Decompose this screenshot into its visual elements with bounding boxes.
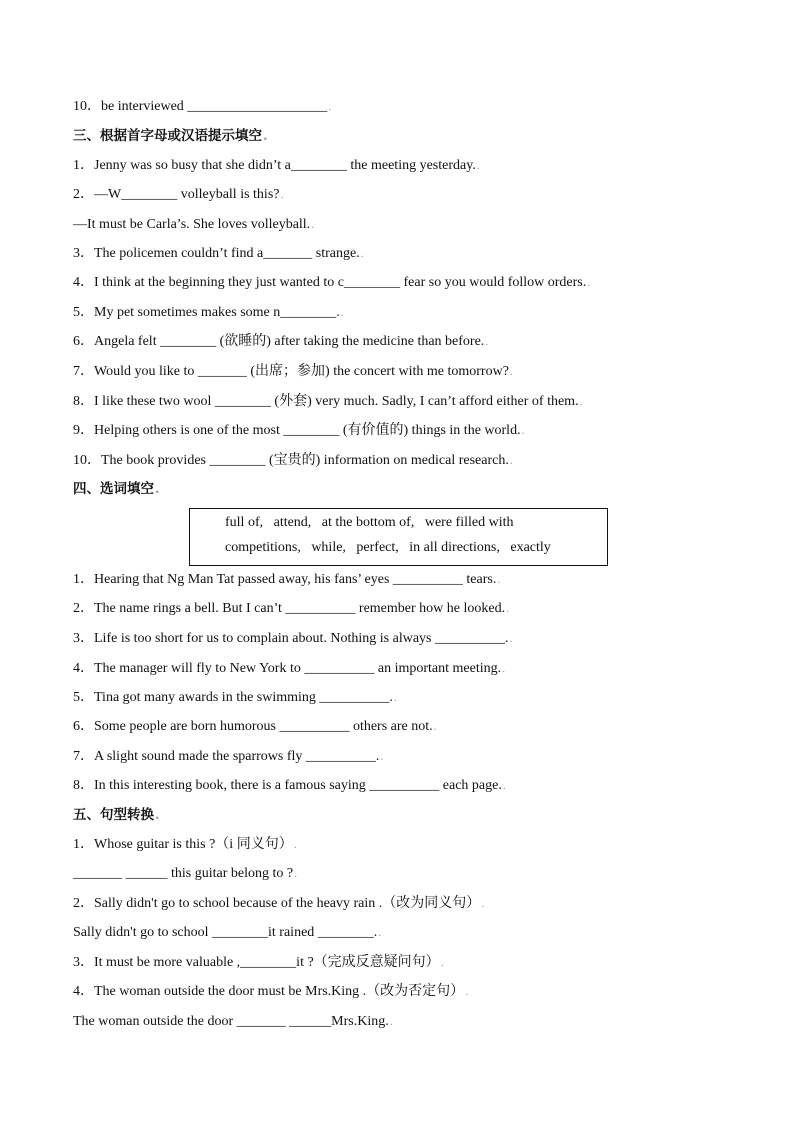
question-text: The woman outside the door _______ ______Mrs.King. [73,1014,389,1029]
question-line [73,599,509,618]
paragraph-mark-icon: . [497,572,501,586]
question-text: 2．Sally didn't go to school because of the heavy rain .（改为同义句） [73,896,481,911]
section-heading [73,480,160,498]
question-text: 6．Angela felt ________ (欲睡的) after taking the medicine than before. [73,334,485,349]
question-line [73,659,505,678]
paragraph-mark-icon: . [340,305,344,319]
question-text: 3．Life is too short for us to complain about. Nothing is always __________. [73,631,509,646]
paragraph-mark-icon: . [506,601,510,615]
paragraph-mark-icon: . [360,246,364,260]
question-line [73,97,331,116]
paragraph-mark-icon: . [485,334,489,348]
paragraph-mark-icon: . [502,778,506,792]
question-line [73,953,444,972]
question-text: 7．Would you like to _______ (出席；参加) the concert with me tomorrow? [73,364,509,379]
question-line [73,835,297,854]
paragraph-mark-icon: . [587,275,591,289]
paragraph-mark-icon: . [380,749,384,763]
question-line [73,1012,393,1031]
question-text: 1．Hearing that Ng Man Tat passed away, his fans’ eyes __________ tears. [73,572,497,587]
question-text: 7．A slight sound made the sparrows fly __________. [73,749,380,764]
question-text: 4．I think at the beginning they just wanted to c________ fear so you would follow orders. [73,275,587,290]
question-text: 4．The manager will fly to New York to __________ an important meeting. [73,661,502,676]
question-line [73,392,583,411]
question-text: 10．be interviewed ____________________ [73,99,328,114]
paragraph-mark-icon: . [502,661,506,675]
question-line [73,864,297,883]
question-text: 8．I like these two wool ________ (外套) very much. Sadly, I can’t afford either of them. [73,394,579,409]
question-text: 3．It must be more valuable ,________it ?（完成反意疑问句） [73,955,440,970]
question-line [73,717,437,736]
question-text: 8．In this interesting book, there is a famous saying __________ each page. [73,778,502,793]
paragraph-mark-icon: . [509,364,513,378]
question-line [73,688,397,707]
question-text: 1．Whose guitar is this ?（i 同义句） [73,837,293,852]
paragraph-mark-icon: . [481,896,485,910]
section-heading-text: 三、根据首字母或汉语提示填空 [73,128,262,144]
question-line [73,776,506,795]
paragraph-mark-icon: . [293,837,297,851]
question-line [73,215,314,234]
question-text: 4．The woman outside the door must be Mrs.King .（改为否定句） [73,984,465,999]
paragraph-mark-icon: . [155,482,160,496]
question-line [73,982,468,1001]
paragraph-mark-icon: . [328,99,332,113]
question-line [73,185,283,204]
question-text: 10．The book provides ________ (宝贵的) information on medical research. [73,453,509,468]
question-line [73,273,590,292]
section-heading-text: 五、句型转换 [73,807,154,823]
question-text: 6．Some people are born humorous __________ others are not. [73,719,433,734]
paragraph-mark-icon: . [509,453,513,467]
question-line [73,421,525,440]
paragraph-mark-icon: . [509,631,513,645]
paragraph-mark-icon: . [393,690,397,704]
question-line [73,303,344,322]
question-line [73,244,364,263]
question-line [73,451,513,470]
section-heading [73,127,268,145]
question-text: 9．Helping others is one of the most ________ (有价值的) things in the world. [73,423,521,438]
word-bank-row: competitions, while, perfect, in all directions, exactly [225,540,551,555]
paragraph-mark-icon: . [389,1014,393,1028]
paragraph-mark-icon: . [280,187,284,201]
question-line [73,747,383,766]
question-line [73,156,480,175]
section-heading [73,806,160,824]
paragraph-mark-icon: . [294,866,298,880]
question-line [73,332,488,351]
question-text: 1．Jenny was so busy that she didn’t a________ the meeting yesterday. [73,158,476,173]
question-text: Sally didn't go to school ________it rained ________. [73,925,378,940]
question-text: _______ ______ this guitar belong to ? [73,866,294,881]
question-line [73,923,381,942]
paragraph-mark-icon: . [579,394,583,408]
question-text: 5．Tina got many awards in the swimming __________. [73,690,393,705]
question-text: 5．My pet sometimes makes some n________. [73,305,340,320]
question-text: 3．The policemen couldn’t find a_______ strange. [73,246,360,261]
paragraph-mark-icon: . [476,158,480,172]
question-text: 2．The name rings a bell. But I can’t __________ remember how he looked. [73,601,506,616]
question-line [73,894,484,913]
paragraph-mark-icon: . [378,925,382,939]
word-bank-box [189,508,608,566]
question-line [73,362,513,381]
paragraph-mark-icon: . [433,719,437,733]
paragraph-mark-icon: . [311,217,315,231]
question-text: —It must be Carla’s. She loves volleyball. [73,217,311,232]
question-line [73,629,513,648]
paragraph-mark-icon: . [521,423,525,437]
word-bank-row: full of, attend, at the bottom of, were filled with [225,515,514,530]
paragraph-mark-icon: . [263,129,268,143]
section-heading-text: 四、选词填空 [73,481,154,497]
question-line [73,570,500,589]
question-text: 2．—W________ volleyball is this? [73,187,280,202]
paragraph-mark-icon: . [155,808,160,822]
paragraph-mark-icon: . [440,955,444,969]
paragraph-mark-icon: . [465,984,469,998]
